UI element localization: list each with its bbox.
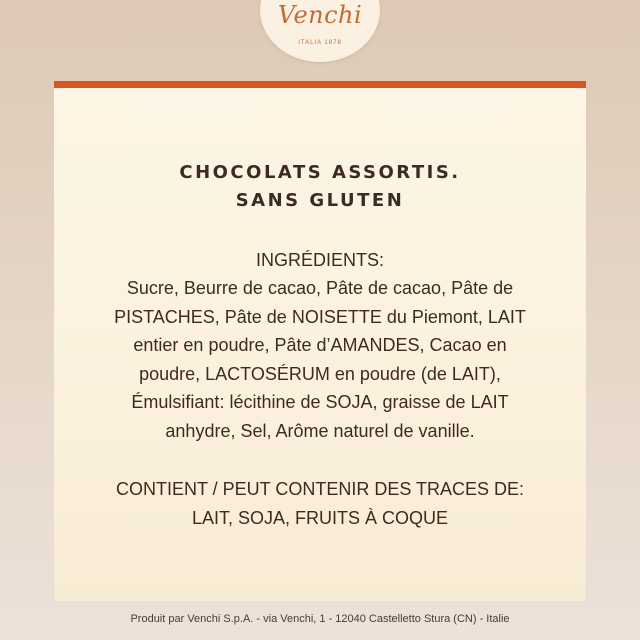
ingredients-line: anhydre, Sel, Arôme naturel de vanille. [165, 420, 475, 441]
allergens-list: LAIT, SOJA, FRUITS À COQUE [191, 508, 449, 528]
manufacturer-footer: Produit par Venchi S.p.A. - via Venchi, 1 - 12040 Castelletto Stura (CN) - Italie [130, 613, 510, 625]
product-title [54, 159, 586, 215]
ingredients-line: Sucre, Beurre de cacao, Pâte de cacao, Pâte de [126, 278, 514, 298]
ingredients-line: entier en poudre, Pâte d’AMANDES, Cacao en [133, 335, 507, 355]
ingredients-line: Émulsifiant: lécithine de SOJA, graisse de LAIT [131, 392, 509, 412]
ingredients-line: PISTACHES, Pâte de NOISETTE du Piemont, LAIT [114, 306, 526, 327]
logo-tagline: ITALIA 1878 [298, 40, 342, 46]
ingredients-list [54, 274, 586, 445]
product-title-line-1: CHOCOLATS ASSORTIS. [179, 162, 461, 183]
product-title-line-2: SANS GLUTEN [235, 190, 405, 211]
allergens-heading: CONTIENT / PEUT CONTENIR DES TRACES DE: [115, 479, 525, 499]
venchi-logo [260, 0, 380, 62]
logo-brand-name: Venchi [277, 1, 363, 29]
ingredients-line: poudre, LACTOSÉRUM en poudre (de LAIT), [139, 363, 501, 384]
ingredients-heading: INGRÉDIENTS: [255, 250, 384, 270]
ingredients-card [54, 81, 586, 601]
